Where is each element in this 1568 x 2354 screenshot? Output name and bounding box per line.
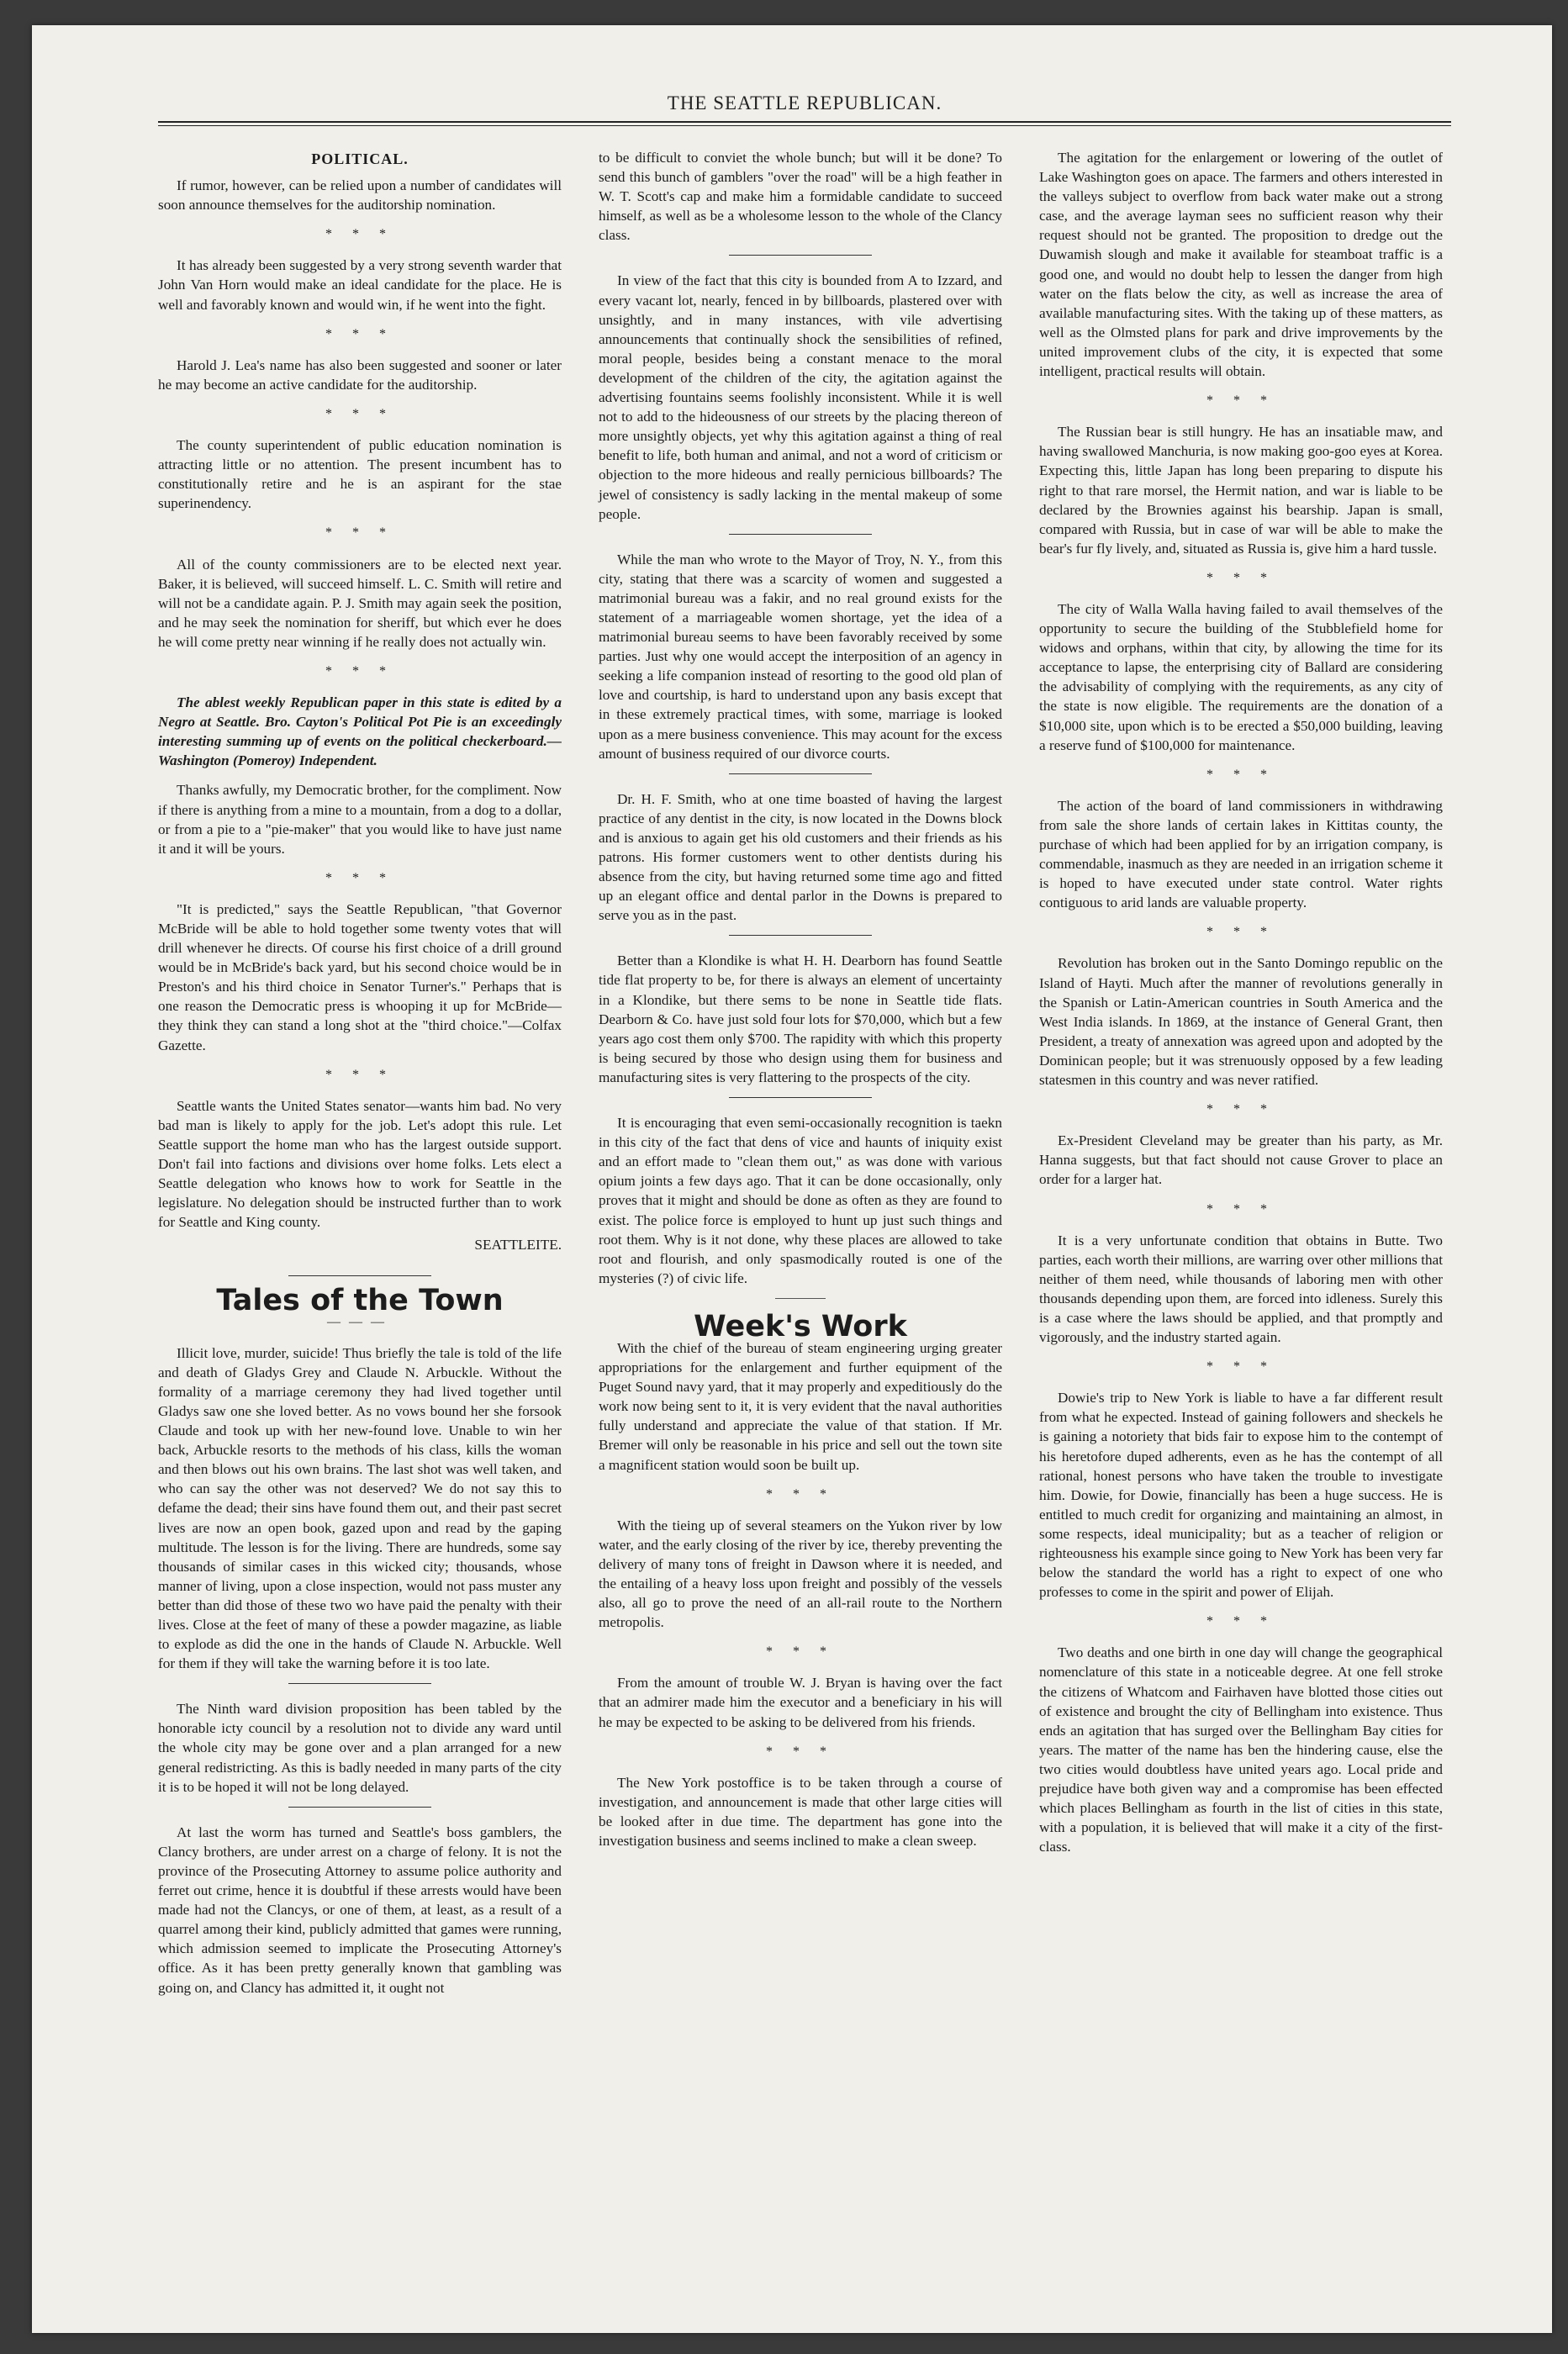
star-separator: * * *: [766, 1486, 835, 1502]
star-separator: * * *: [325, 870, 394, 885]
star-separator: * * *: [1206, 767, 1275, 782]
paragraph: Dr. H. F. Smith, who at one time boasted of having the largest practice of any dentist in the city, is now located in the Downs block and is anxious to again get his old customers and their friends as his patrons. His former customers went to other dentists during his absence from the city, but having returned some time ago and fitted up an elegant office and dental parlor in the Downs is prepared to serve you as in the past.: [599, 790, 1002, 924]
paragraph: The agitation for the enlargement or lowering of the outlet of Lake Washington goes on apace. The farmers and others interested in the valleys subject to overflow from back water make out a strong case, and the average layman sees no sufficient reason why their request should not be granted. The proposition to dredge out the Duwamish slough and make it available for steamboat traffic is a good one, and would no doubt help to lessen the danger from high water on the flats below the city, as well as increase the area of available manufacturing sites. With the taking up of these matters, as well as the Olmsted plans for park and drive improvements by the united improvement clubs of the city, it is expected that some intelligent, practical results will obtain.: [1039, 150, 1443, 380]
paragraph: If rumor, however, can be relied upon a number of candidates will soon announce themselves for the auditorship nomination.: [158, 177, 562, 214]
paragraph: It is encouraging that even semi-occasionally recognition is taekn in this city of the fact that dens of vice and haunts of iniquity exist and an effort made to "clean them out," as was done with various opium joints a few days ago. That it can be done occasionally, only proves that it might and should be done as often as they are found to exist. The police force is employed to hunt up just such things and root them. Why is it not done, why these places are allowed to take root and flourish, and only spasmodically routed is one of the mysteries (?) of civic life.: [599, 1115, 1002, 1286]
section-rule: [288, 1807, 431, 1808]
star-separator: * * *: [766, 1644, 835, 1660]
political-heading: POLITICAL.: [311, 150, 409, 167]
quoted-paragraph: The ablest weekly Republican paper in this state is edited by a Negro at Seattle. Bro. Cayton's Political Pot Pie is an exceedingly interesting summing up of events on the political checkerboard.—Washington (Pomeroy) Independent.: [158, 694, 562, 769]
star-separator: * * *: [1206, 1359, 1275, 1375]
star-separator: * * *: [325, 406, 394, 421]
star-separator: * * *: [1206, 393, 1275, 409]
paragraph: In view of the fact that this city is bounded from A to Izzard, and every vacant lot, nearly, fenced in by billboards, plastered over with unsightly, and in many instances, with vile advertising announcements that continually shock the sensibilities of refined, moral people, besides being a constant menace to the moral development of the children of the city, the agitation against the advertising fountains seems foolishly inconsistent. While it is well not to add to the hideousness of our streets by the placing thereon of more unsightly objects, yet why this agitation against a thing of real benefit to life, both human and animal, and not a word of criticism or objection to the more hideous and really pernicious billboards? The jewel of consistency is sadly lacking in the mental makeup of some people.: [599, 272, 1002, 522]
paragraph: While the man who wrote to the Mayor of Troy, N. Y., from this city, stating that there was a scarcity of women and suggested a matrimonial bureau was a fakir, and no real ground exists for the statement of a marriageable women shortage, yet the idea of a matrimonial bureau seems to have been favorably received by some parties. Just why one would accept the interposition of an agency in seeking a life companion instead of resorting to the good old plan of love and courtship, is hard to understand upon any basis except that in these extremely practical times, with some, marriage is looked upon as a mere business convenience. This may acount for the excess amount of business required of our divorce courts.: [599, 551, 1002, 762]
paragraph: It has already been suggested by a very strong seventh warder that John Van Horn would make an ideal candidate for the place. He is well and favorably known and would win, if he went into the fight.: [158, 257, 562, 313]
section-rule: [729, 773, 872, 774]
paragraph: Dowie's trip to New York is liable to have a far different result from what he expected. Instead of gaining followers and sheckels he is gaining a notoriety that bids fair to expose him to the contempt of his heretofore duped adherents, even as he has the contempt of all rational, honest persons who have taken the trouble to investigate him. Dowie, for Dowie, financially has been a huge success. He is entitled to much credit for organizing and maintaining an almost, in some respects, ideal municipality; but as a teacher of religion or righteousness his example since going to New York has been very far below the standard the world has a right to expect of one who professes to come in the spirit and power of Elijah.: [1039, 1390, 1443, 1601]
paragraph: Two deaths and one birth in one day will change the geographical nomenclature of this state in a noticeable degree. At one fell stroke the citizens of Whatcom and Fairhaven have blotted those cities out of existence and brought the city of Bellingham into existence. Thus ends an agitation that has surged over the Bellingham Bay cities for years. The matter of the name has ben the hindering cause, else the two cities would doubtless have united years ago. Local pride and prejudice have both given way and a compromise has been effected which places Bellingham as fourth in the list of cities in this state, with a population, it is believed that will make it a city of the first-class.: [1039, 1644, 1443, 1855]
paragraph: With the chief of the bureau of steam engineering urging greater appropriations for the enlargement and further equipment of the Puget Sound navy yard, that it may properly and expeditiously do the work now being sent to it, it is very evident that the naval authorities fully understand and appreciate the value of that station. If Mr. Bremer will only be reasonable in his price and sell out the town site a magnificent station would soon be built up.: [599, 1339, 1002, 1473]
masthead: THE SEATTLE REPUBLICAN.: [667, 92, 942, 113]
section-rule: [729, 935, 872, 936]
section-rule: [729, 1097, 872, 1098]
paragraph: "It is predicted," says the Seattle Republican, "that Governor McBride will be able to hold together some twenty votes that will drill whenever he directs. Of course his first choice of a drill ground would be in McBride's back yard, but his second choice would be in Preston's and his third choice in Senator Turner's." Perhaps that is one reason the Democratic press is whooping it up for McBride—they think they can stand a long shot at the "third choice."—Colfax Gazette.: [158, 900, 562, 1053]
star-separator: * * *: [325, 326, 394, 341]
weeks-work-heading: Week's Work: [694, 1309, 907, 1343]
star-separator: * * *: [1206, 1614, 1275, 1629]
paragraph: The Russian bear is still hungry. He has an insatiable maw, and having swallowed Manchuria, is now making goo-goo eyes at Korea. Expecting this, little Japan has long been preparing to dispute his right to that rare morsel, the Hermit nation, and war is liable to be declared by the Brownies against his bearship. Japan is small, compared with Russia, but in case of war will be able to make the bear's fur fly lively, and, situated as Russia is, give him a hard tussle.: [1039, 424, 1443, 557]
paragraph: Ex-President Cleveland may be greater than his party, as Mr. Hanna suggests, but that fact should not cause Grover to place an order for a larger hat.: [1039, 1132, 1443, 1188]
paragraph: to be difficult to conviet the whole bunch; but will it be done? To send this bunch of gamblers "over the road" will be a high feather in W. T. Scott's cap and make him a formidable candidate to succeed himself, as well as be a wholesome lesson to the whole of the Clancy class.: [599, 150, 1002, 244]
star-separator: * * *: [1206, 570, 1275, 585]
star-separator: * * *: [766, 1744, 835, 1759]
paragraph: Seattle wants the United States senator—wants him bad. No very bad man is likely to apply for the job. Let's adopt this rule. Let Seattle support the home man who has the largest outside support. Don't fail into factions and divisions over home folks. Lets elect a Seattle delegation who knows how to work for Seattle in the legislature. No delegation should be instructed further than to work for Seattle and King county.: [158, 1097, 562, 1231]
paragraph: From the amount of trouble W. J. Bryan is having over the fact that an admirer made him the executor and a beneficiary in his will he may be expected to be asking to be delivered from his friends.: [599, 1675, 1002, 1730]
section-rule: [288, 1683, 431, 1684]
sub-rule: ———: [327, 1314, 393, 1329]
column-2: [599, 148, 1002, 1861]
paragraph: The city of Walla Walla having failed to avail themselves of the opportunity to secure the building of the Stubblefield home for widows and orphans, within that city, by allowing the time for its acceptance to lapse, the enterprising city of Ballard are considering the advisability of complying with the requirements, as any city of the state is now eligible. The requirements are the donation of a $10,000 site, upon which is to be erected a $50,000 building, leaving a reserve fund of $100,000 for maintenance.: [1039, 600, 1443, 753]
star-separator: * * *: [325, 227, 394, 242]
star-separator: * * *: [1206, 1201, 1275, 1217]
star-separator: * * *: [325, 663, 394, 678]
paragraph: Thanks awfully, my Democratic brother, for the compliment. Now if there is anything from a mine to a mountain, from a dog to a dollar, or from a pie to a "pie-maker" that you would like to have just name it and it will be yours.: [158, 782, 562, 857]
star-separator: * * *: [325, 1067, 394, 1082]
column-3: [1039, 148, 1443, 1866]
paragraph: The Ninth ward division proposition has been tabled by the honorable icty council by a resolution not to divide any ward until the whole city may be gone over and a plan arranged for a new general redistricting. As this is badly needed in many parts of the city it is to be hoped it will not be long delayed.: [158, 1701, 562, 1795]
section-rule: [729, 534, 872, 535]
star-separator: * * *: [325, 525, 394, 541]
paragraph: Better than a Klondike is what H. H. Dearborn has found Seattle tide flat property to be, for there is always an element of uncertainty in a Klondike, but there sems to be none in Seattle tide flats. Dearborn & Co. have just sold four lots for $70,000, which but a few years ago cost them only $700. The rapidity with which this property is being secured by those who design using them for business and manufacturing sites is very flattering to the prospects of the city.: [599, 953, 1002, 1085]
paragraph: At last the worm has turned and Seattle's boss gamblers, the Clancy brothers, are under arrest on a charge of felony. It is not the province of the Prosecuting Attorney to assume police authority and ferret out crime, hence it is doubtful if these arrests would have been made had not the Clancys, or one of them, at least, as a result of a quarrel among their kind, publicly admitted that games were running, which admission seemed to implicate the Prosecuting Attorney's office. As it has been pretty generally known that gambling was going on, and Clancy has admitted it, it ought not: [158, 1824, 562, 1996]
paragraph: With the tieing up of several steamers on the Yukon river by low water, and the early closing of the river by ice, thereby preventing the delivery of many tons of freight in Dawson where it is needed, and the entailing of a heavy loss upon freight and possibly of the vessels also, all go to prove the need of an all-rail route to the Northern metropolis.: [599, 1517, 1002, 1631]
paragraph: Harold J. Lea's name has also been suggested and sooner or later he may become an active candidate for the auditorship.: [158, 356, 562, 393]
paragraph: The New York postoffice is to be taken through a course of investigation, and announcement is made that other large cities will be looked after in due time. The department has gone into the investigation business and seems inclined to make a clean sweep.: [599, 1774, 1002, 1850]
star-separator: * * *: [1206, 1102, 1275, 1117]
paragraph: All of the county commissioners are to be elected next year. Baker, it is believed, will succeed himself. L. C. Smith will retire and will not be a candidate again. P. J. Smith may again seek the position, and he may seek the nomination for sheriff, but which ever he does he will come pretty near winning if he really does not actually win.: [158, 556, 562, 650]
section-rule: [775, 1298, 826, 1299]
paragraph: The county superintendent of public education nomination is attracting little or no attention. The present incumbent has to constitutionally retire and he is an aspirant for the stae superinendency.: [158, 437, 562, 512]
section-rule: [729, 255, 872, 256]
tales-heading: Tales of the Town: [216, 1283, 504, 1317]
signature: SEATTLEITE.: [474, 1237, 562, 1254]
paragraph: Illicit love, murder, suicide! Thus briefly the tale is told of the life and death of Gladys Grey and Claude N. Arbuckle. Without the formality of a marriage ceremony they had lived together until Gladys saw one she loved better. As no vows bound her she forsook Claude and took up with her new-found love. Unable to win her back, Arbuckle resorts to the methods of his class, kills the woman and then blows out his own brains. The last shot was well taken, and who can say the other was not deserved? We do not say this to defame the dead; their sins have found them out, and their past secret lives are now an open book, gazed upon and read by the gaping multitude. The lesson is for the living. There are hundreds, some say thousands of similar cases in this wicked city; thousands, whose manner of living, upon a close inspection, would not pass muster any better than did those of these two wo have paid the penalty with their lives. Close at the feet of many of these a powder magazine, as liable to explode as did the one in the hands of Claude N. Arbuckle. Well for them if they will take the warning before it is too late.: [158, 1344, 562, 1672]
paragraph: The action of the board of land commissioners in withdrawing from sale the shore lands of certain lakes in Kittitas county, the purchase of which had been applied for by an irrigation company, is commendable, inasmuch as they are needed in an irrigation scheme it is hoped to have executed under state control. Water rights contiguous to arid lands are valuable property.: [1039, 797, 1443, 911]
column-1: [158, 148, 562, 2008]
masthead-rule: [158, 121, 1451, 126]
star-separator: * * *: [1206, 925, 1275, 940]
paragraph: It is a very unfortunate condition that obtains in Butte. Two parties, each worth their millions, are warring over other millions that neither of them need, while thousands of laboring men with other thousands depending upon them, are forced into idleness. Surely this is a case where the laws should be applied, and that promptly and vigorously, and the industry started again.: [1039, 1232, 1443, 1346]
paragraph: Revolution has broken out in the Santo Domingo republic on the Island of Hayti. Much after the manner of revolutions generally in the Spanish or Latin-American countries in South America and the West India islands. In 1869, at the instance of General Grant, then President, a treaty of annexation was agreed upon and adopted by the Dominican people; but it was strenuously opposed by a few leading statesmen in this country and was never ratified.: [1039, 955, 1443, 1089]
section-rule: [288, 1275, 431, 1276]
